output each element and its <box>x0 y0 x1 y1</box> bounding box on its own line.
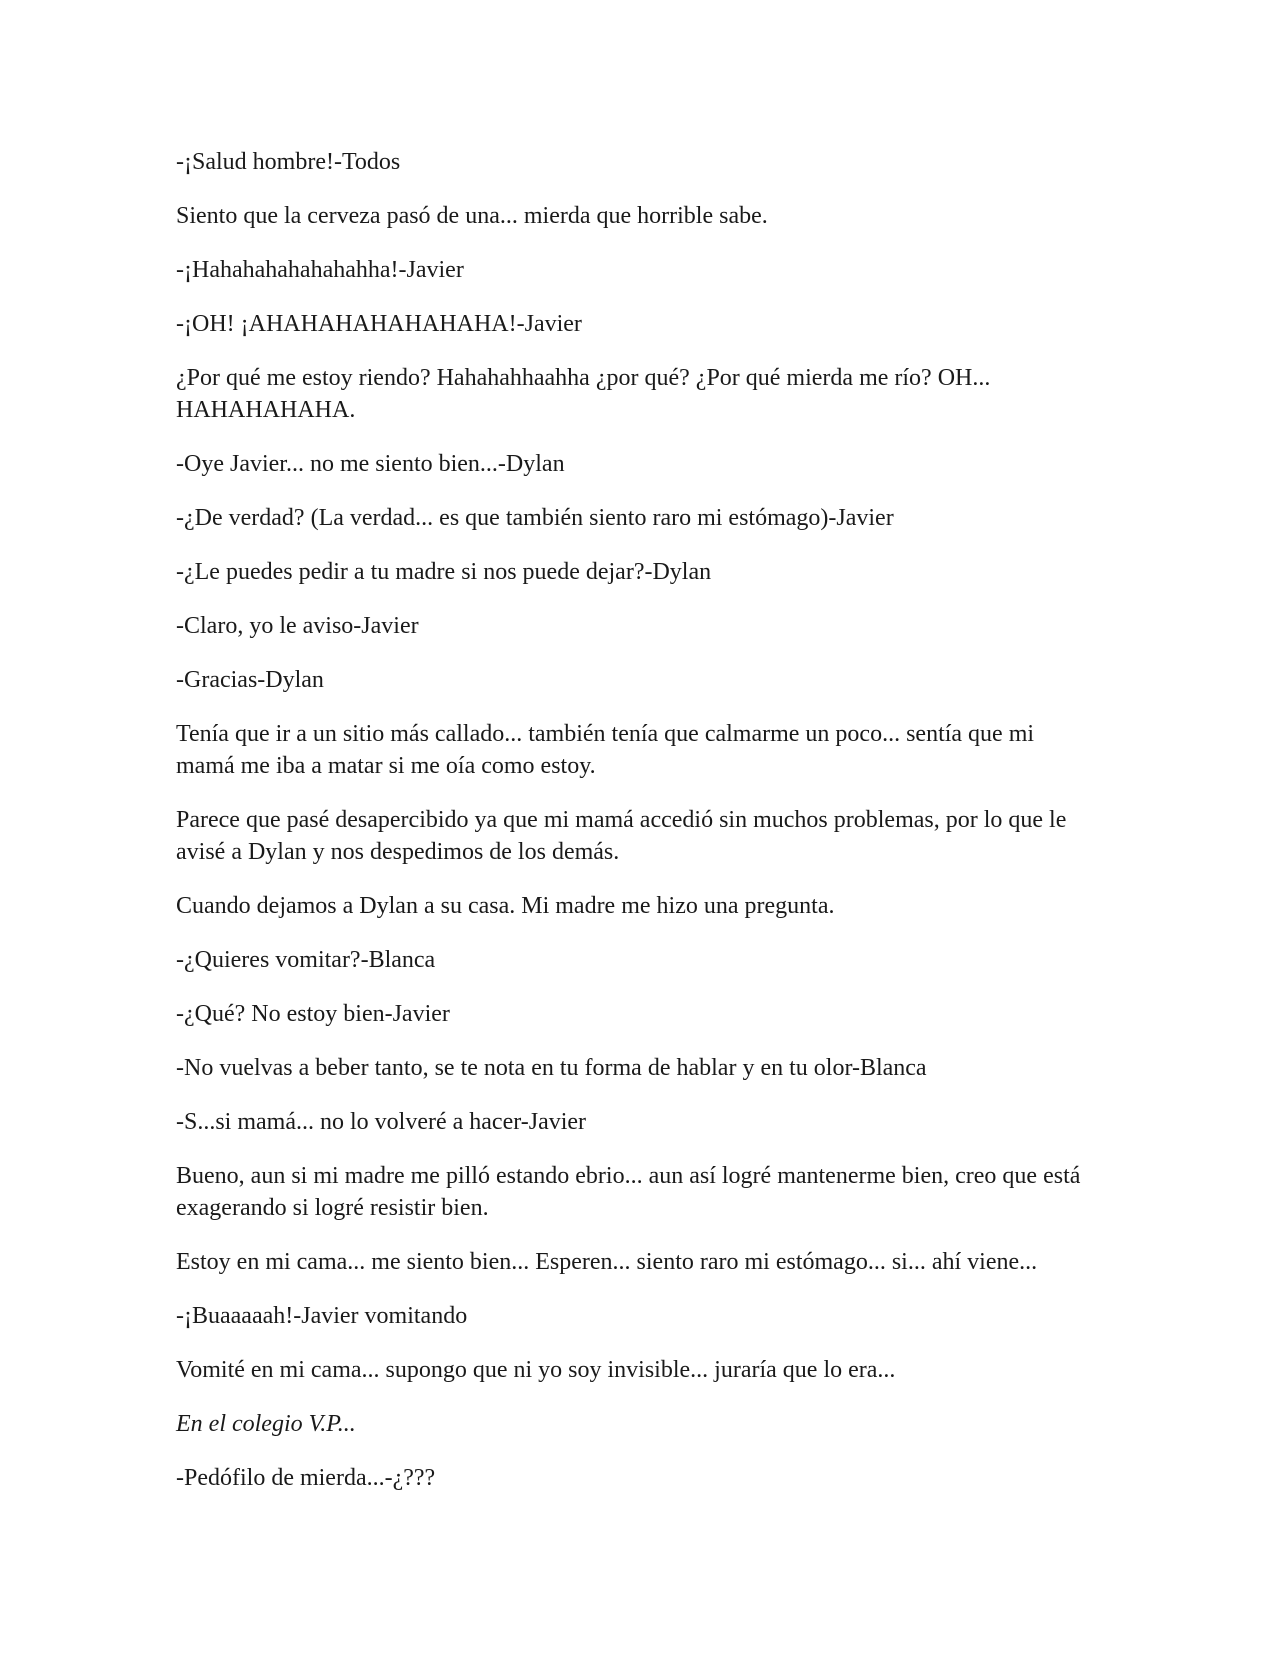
paragraph: -S...si mamá... no lo volveré a hacer-Javier <box>176 1109 587 1135</box>
paragraph: -Oye Javier... no me siento bien...-Dylan <box>176 451 565 477</box>
paragraph: Bueno, aun si mi madre me pilló estando ebrio... aun así logré mantenerme bien, creo que está exagerando si logré resistir bien. <box>176 1163 1081 1221</box>
paragraph: Vomité en mi cama... supongo que ni yo soy invisible... juraría que lo era... <box>176 1357 896 1383</box>
paragraph: -¿De verdad? (La verdad... es que también siento raro mi estómago)-Javier <box>176 505 894 531</box>
paragraph: Parece que pasé desapercibido ya que mi mamá accedió sin muchos problemas, por lo que le avisé a Dylan y nos despedimos de los demás. <box>176 807 1067 865</box>
paragraph: Estoy en mi cama... me siento bien... Esperen... siento raro mi estómago... si... ahí viene... <box>176 1249 1038 1275</box>
paragraph: -No vuelvas a beber tanto, se te nota en tu forma de hablar y en tu olor-Blanca <box>176 1055 927 1081</box>
paragraph: Siento que la cerveza pasó de una... mierda que horrible sabe. <box>176 203 768 229</box>
document-body <box>176 146 1096 1516</box>
paragraph: -¡Buaaaaah!-Javier vomitando <box>176 1303 468 1329</box>
paragraph: ¿Por qué me estoy riendo? Hahahahhaahha ¿por qué? ¿Por qué mierda me río? OH... HAHAHAHAHA. <box>176 365 991 423</box>
paragraph: Cuando dejamos a Dylan a su casa. Mi madre me hizo una pregunta. <box>176 893 835 919</box>
scene-heading: En el colegio V.P... <box>176 1411 356 1437</box>
paragraph: -¿Qué? No estoy bien-Javier <box>176 1001 450 1027</box>
paragraph: -¿Le puedes pedir a tu madre si nos puede dejar?-Dylan <box>176 559 712 585</box>
paragraph: Tenía que ir a un sitio más callado... también tenía que calmarme un poco... sentía que mi mamá me iba a matar si me oía como estoy. <box>176 721 1035 779</box>
paragraph: -Pedófilo de mierda...-¿??? <box>176 1465 436 1491</box>
paragraph: -¡Hahahahahahahahha!-Javier <box>176 257 464 283</box>
paragraph: -Gracias-Dylan <box>176 667 324 693</box>
paragraph: -¿Quieres vomitar?-Blanca <box>176 947 436 973</box>
paragraph: -¡OH! ¡AHAHAHAHAHAHAHA!-Javier <box>176 311 582 337</box>
paragraph: -¡Salud hombre!-Todos <box>176 149 401 175</box>
paragraph: -Claro, yo le aviso-Javier <box>176 613 419 639</box>
